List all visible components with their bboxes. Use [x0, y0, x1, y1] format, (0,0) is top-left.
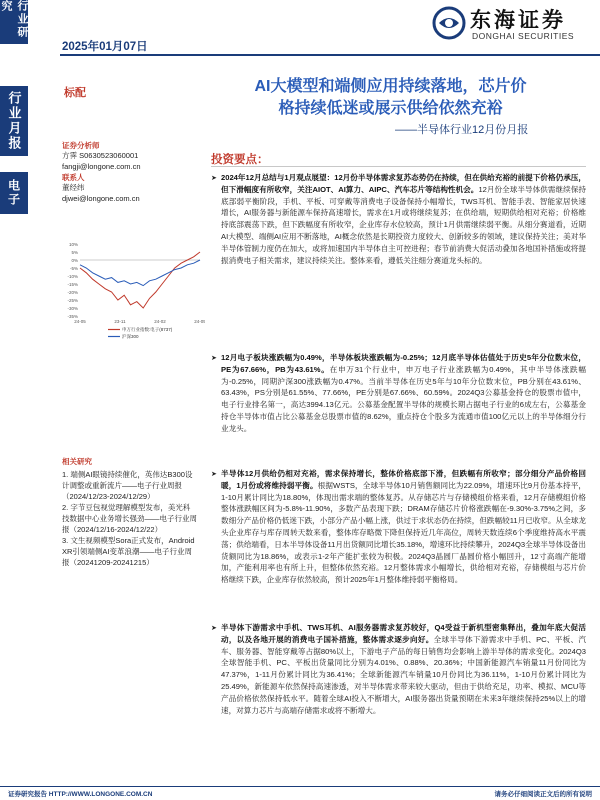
analyst-email: fangji@longone.com.cn [62, 161, 141, 171]
footer-left: 证券研究报告 HTTP://WWW.LONGONE.COM.CN [8, 791, 153, 798]
bullet-icon: ➤ [211, 175, 217, 182]
section-divider [211, 166, 586, 167]
analyst-block [62, 140, 202, 204]
highlight-paragraph-1 [211, 172, 586, 266]
paragraph-body: 在申万31个行业中，申万电子行业涨跌幅为0.49%，其中半导体涨跌幅为-0.25%，同期沪深300涨跌幅为0.47%。当前半导体在历史5年与10年分位数末位，PB分别在43.61%、63.43%，PS分别是61.55%、77.66%，PE分别是67.66%、60.59%。2024Q3公募基金持仓的股票市值中，电子行业排名第一，高达3994.13亿元。公募基金配置半导体的规模长期占据电子行业的6成左右，公募基金持仓半导体市值占比公募基金总股票市值的8.62%，重点持仓个股多为流通市值100亿元以上的半导体细分行业龙头。 [221, 364, 586, 433]
analyst-name: 方霁 S0630523060001 [62, 151, 139, 160]
bullet-icon: ➤ [211, 625, 217, 632]
x-tick-label: 23-11 [114, 319, 126, 324]
legend-label: 申万行业指数:电子(8737) [122, 327, 173, 332]
paragraph-body: 全球半导体下游需求中手机、PC、平板、汽车、服务器、智能穿戴等占据80%以上，下游电子产品的每日销售均会影响上游半导体的需求变化。2024Q3全球智能手机、PC、平板出货量同比分别为4.01%、0.88%、20.36%；中国新能源汽车销量11月份同比为47.37%，1-11月份累计同比为36.41%；全球新能源汽车销量10月份同比为36.11%，1-10月份累计同比为25.49%，新能源车依然保持高速渗透，对半导体需求带来较大驱动，但由于供给充足，功率、模拟、MCU等产品价格依然保持低水平。随着全球AI投入不断增大，AI服务器出货量预期在未来3年继续保持25%以上的增速，对算力芯片与高端存储需求或将不断增大。 [221, 634, 587, 715]
bullet-icon: ➤ [211, 471, 217, 478]
y-tick-label: -35% [67, 314, 78, 319]
contact-name: 董经纬 [62, 183, 85, 192]
x-tick-label: 24-05 [194, 319, 205, 324]
paragraph-body: 根据WSTS，全球半导体10月销售额同比为22.09%，增速环比9月份基本持平，1-10月累计同比为18.80%，体现出需求端的整体复苏。从存储芯片与存储模组价格来看，12月存储模组价格整体涨跌幅区间为-5.8%-11.90%，多数产品表现下跌；DRAM存储芯片价格涨跌幅在-9.30%-3.75%之间，多数细分产品价格仍低迷下跌，小部分产品小幅上涨，供过于求状态仍在持续，但跌幅较11月已收窄。从全球龙头企业库存与库存周转天数来看，整体库存略微下降但保持近几年高位，周转天数连续6个季度维持高水平震荡；供给端看，日本半导体设备11月出货额同比增长35.18%，增速环比持续攀升，2024Q3全球半导体设备出货额同比为18.86%，或表示1-2年产能扩张较为积极。2024Q3晶圆厂晶圆价格小幅回升，12寸高端产能增加，产能利用率也有所上升，但整体依然充裕。12月整体需求小幅增长，供给相对充裕，存储模组与芯片价格继续下跌，企业库存依然较高，预计2025年1月整体维持弱平衡格局。 [221, 480, 586, 585]
analyst-cert: S0630523060001 [79, 151, 139, 160]
logo-text-cn: 东海证券 [470, 7, 566, 32]
y-tick-label: -25% [67, 298, 78, 303]
paragraph-lead: 12月电子板块涨跌幅为0.49%，半导体板块涨跌幅为-0.25%；12月底半导体估值处于历史5年分位数末位，PE为67.66%，PB为43.61%。 [221, 353, 586, 374]
contact-email: djwei@longone.com.cn [62, 193, 140, 203]
bullet-icon: ➤ [211, 355, 217, 362]
contact-label: 联系人 [62, 173, 85, 182]
y-tick-label: -20% [67, 290, 78, 295]
tab-industry-monthly: 行业月报 [0, 86, 28, 156]
y-tick-label: -15% [67, 282, 78, 287]
header-divider [60, 54, 600, 56]
y-tick-label: -5% [69, 266, 78, 271]
related-item: 2. 字节豆包视觉理解模型发布，美光科技数据中心业务增长强劲——电子行业周报（2024/12/16-2024/12/22） [62, 503, 197, 534]
performance-chart [60, 240, 205, 345]
paragraph-body: 12月份全球半导体供需继续保持底部弱平衡阶段，手机、平板、可穿戴等消费电子设备保持小幅增长，TWS耳机、智能手表、智能家居快速增长，AI服务器与新能源车保持高速增长，需求在1月或将继续复苏；在供给端，短期供给相对充裕；价格维持底部震荡下跌，但下跌幅度有所收窄，企业库存水位较高，预计1月供需继续弱平衡。从细分赛道看，近期AI大模型、端侧AI应用不断落地，AI概念依然是长期投资力度较大、创新较多的领域，建议保持关注；美对华半导体管制力度仍在加大，或将加速国内半导体自主可控进程；春节前消费大促活动叠加各地国补措施或将提振消费电子相关需求，建议持续关注。整体来看，遵低关注细分赛道龙头标的。 [221, 184, 586, 265]
report-title: AI大模型和端侧应用持续落地，芯片价 格持续低迷或展示供给依然充裕 [254, 78, 527, 117]
y-tick-label: 0% [71, 258, 78, 263]
industry-rating: 标配 [64, 87, 86, 99]
related-item: 3. 文生视频模型Sora正式发布，Android XR引领端侧AI变革浪潮——电子行业周报（20241209-20241215） [62, 536, 195, 567]
footer-divider [0, 786, 600, 787]
donghai-logo-icon [432, 6, 466, 40]
y-tick-label: -30% [67, 306, 78, 311]
series-line-0 [80, 252, 200, 308]
related-item: 1. 端侧AI眼镜持续催化，英伟达B300设计调整或重新流片——电子行业周报（2024/12/23-2024/12/29） [62, 470, 193, 501]
report-subtitle: ——半导体行业12月份月报 [395, 124, 529, 136]
footer-disclaimer: 请务必仔细阅读正文后的所有说明 [494, 791, 592, 798]
report-date: 2025年01月07日 [62, 41, 148, 53]
logo-text-en: DONGHAI SECURITIES [472, 31, 575, 41]
y-tick-label: 10% [68, 242, 78, 247]
chart-svg [60, 240, 205, 345]
paragraph-lead: 2024年12月总结与1月观点展望：12月份半导体需求复苏态势仍在持续，但在供给充裕的前提下价格仍承压，但下滑幅度有所收窄，关注AIOT、AI算力、AIPC、汽车芯片等结构性机会。 [221, 173, 586, 194]
tab-industry-research: 行业研究 [0, 0, 28, 44]
logo [432, 4, 592, 48]
x-tick-label: 24-05 [74, 319, 86, 324]
highlight-paragraph-3 [211, 468, 586, 586]
related-research-label: 相关研究 [62, 457, 92, 466]
y-tick-label: 5% [71, 250, 78, 255]
related-research-list [62, 469, 197, 568]
legend-label: 沪深300 [122, 334, 139, 339]
paragraph-lead: 半导体下游需求中手机、TWS耳机、AI服务器需求复苏较好，Q4受益于新机型密集释出，叠加年底大促活动，以及各地开展的消费电子国补措施，整体需求逐步向好。 [221, 623, 586, 644]
highlight-paragraph-4 [211, 622, 586, 716]
paragraph-lead: 半导体12月供给仍相对充裕，需求保持增长，整体价格底部下滑，但跌幅有所收窄；部分细分产品价格回暖，1月份或将维持弱平衡。 [221, 469, 586, 490]
analyst-label: 证券分析师 [62, 141, 100, 150]
investment-highlights-heading: 投资要点： [211, 154, 269, 166]
y-tick-label: -10% [67, 274, 78, 279]
series-line-1 [80, 260, 200, 286]
highlight-paragraph-2 [211, 352, 586, 435]
x-tick-label: 24-02 [154, 319, 166, 324]
tab-electronics: 电子 [0, 172, 28, 214]
